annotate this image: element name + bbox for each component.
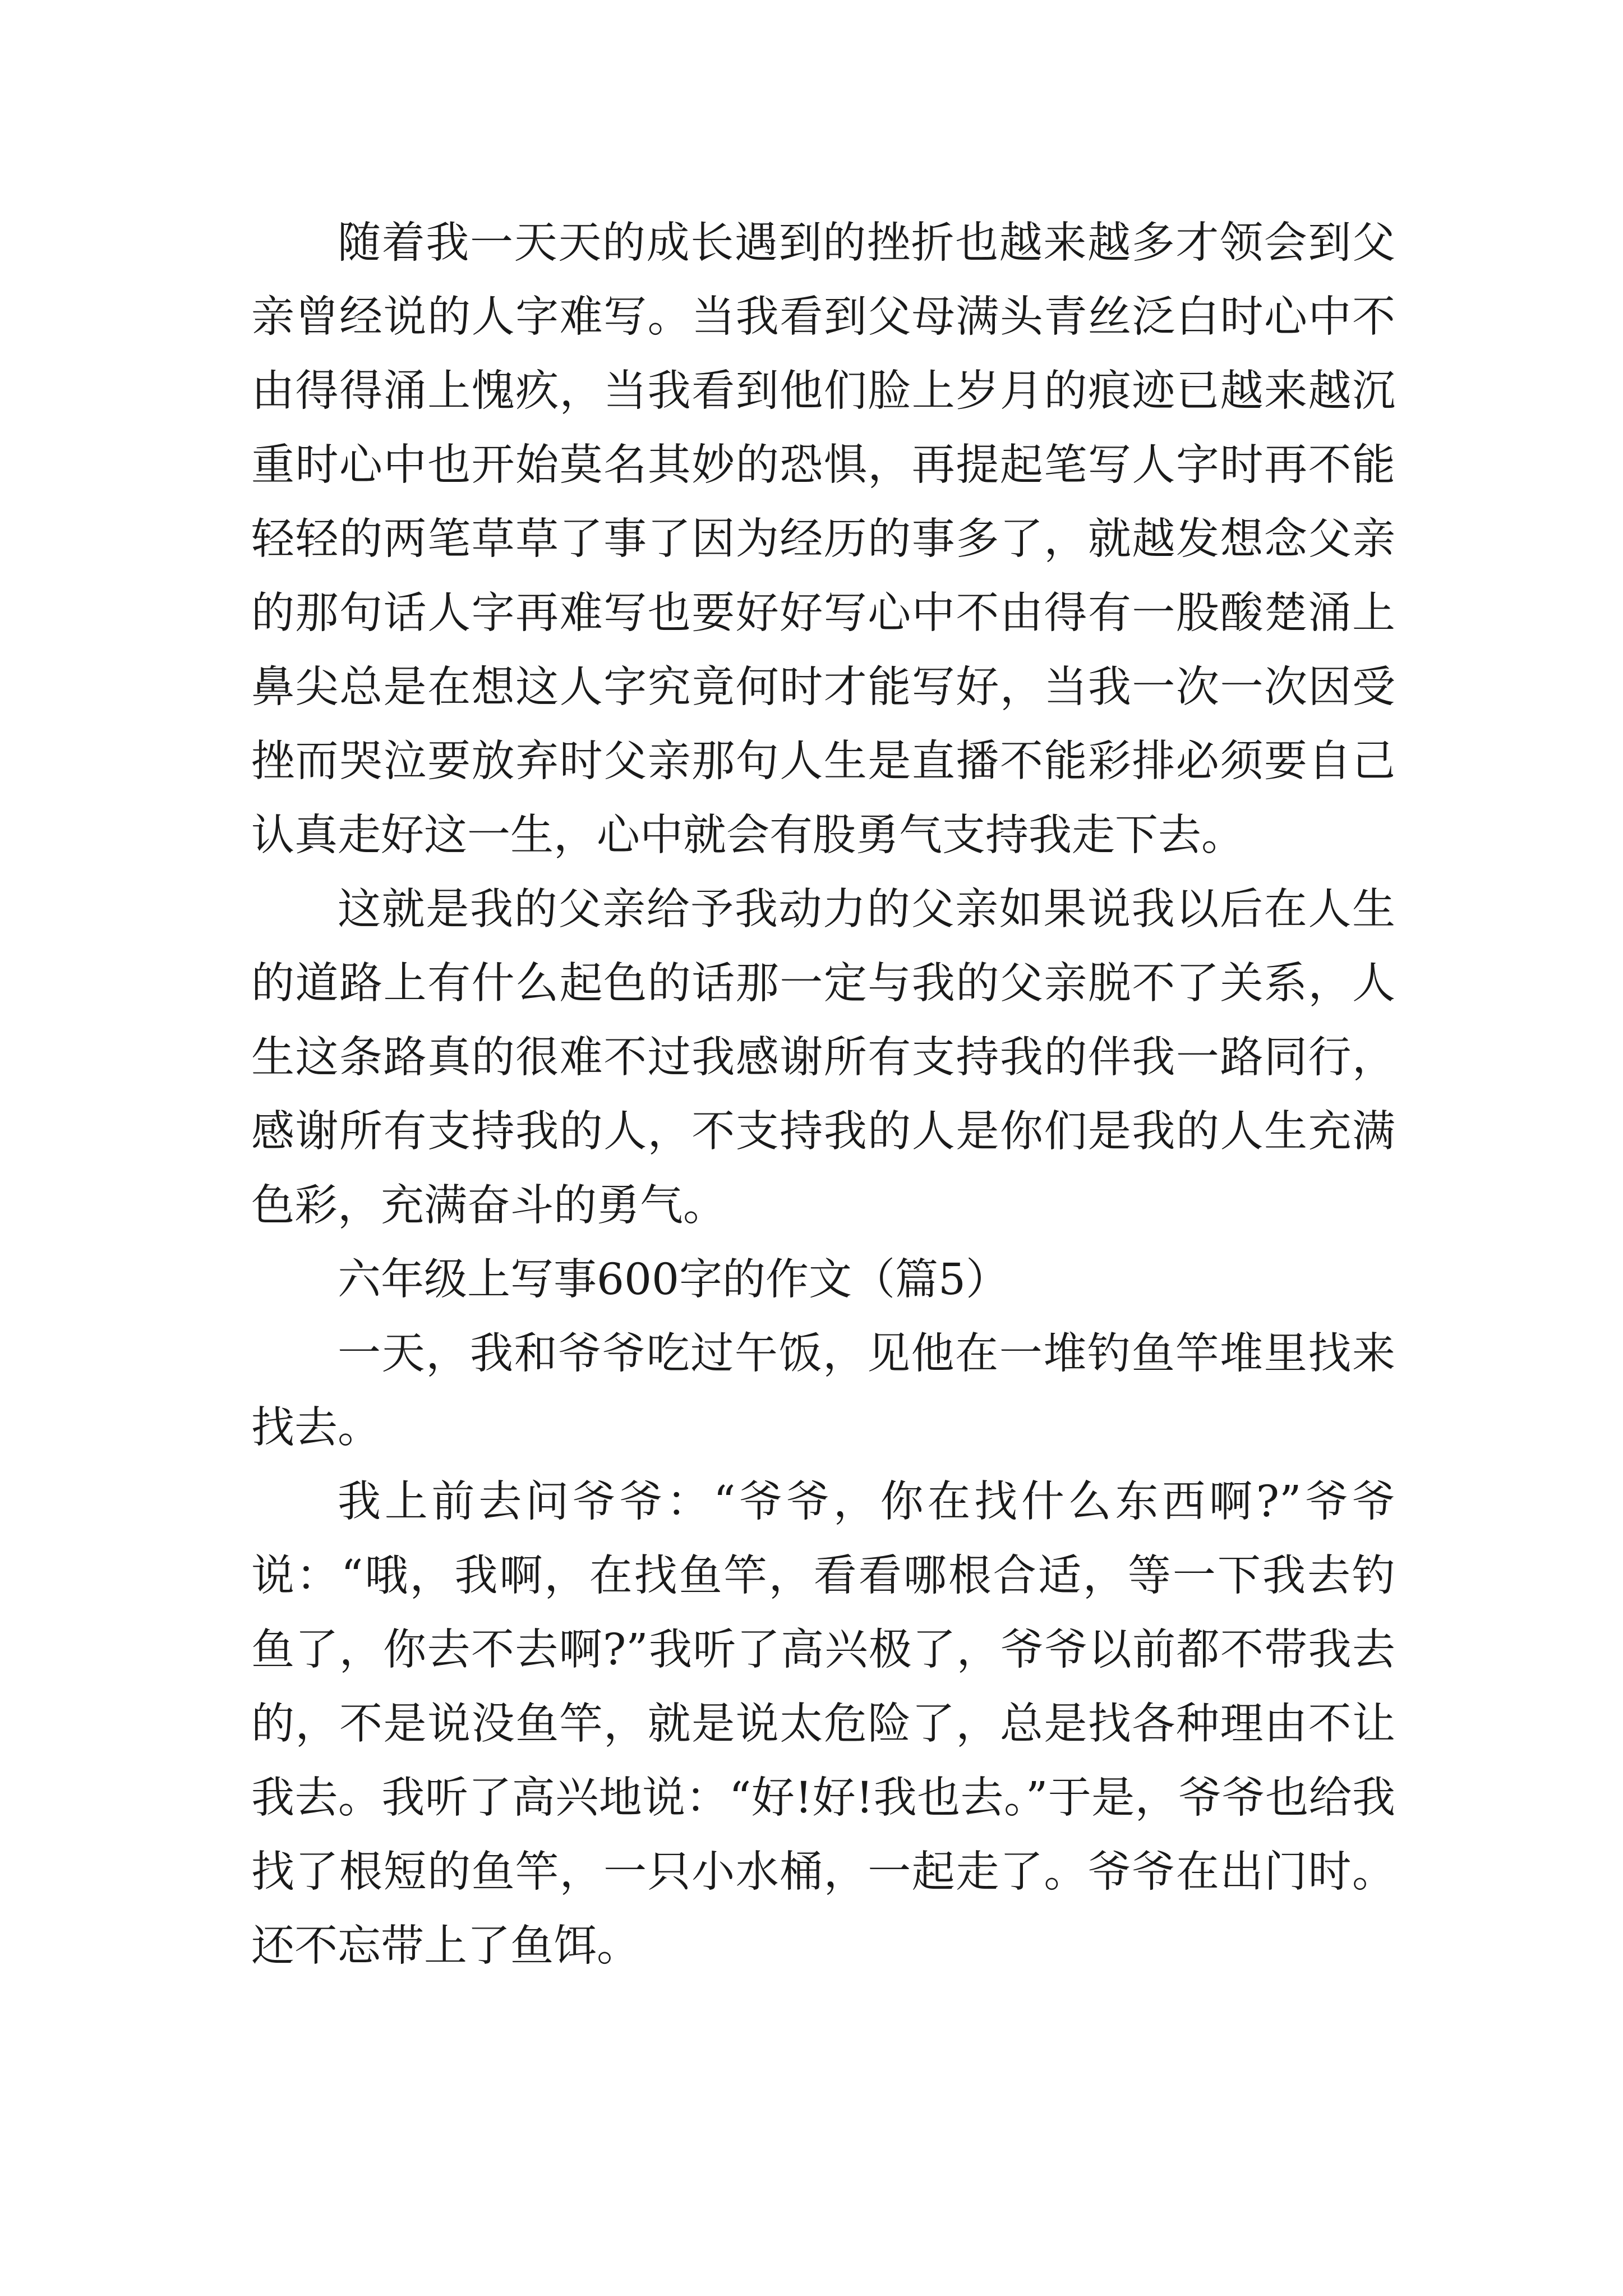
paragraph-after-lunch: 一天，我和爷爷吃过午饭，见他在一堆钓鱼竿堆里找来找去。 <box>251 1329 1395 1453</box>
paragraph-gratitude: 这就是我的父亲给予我动力的父亲如果说我以后在人生的道路上有什么起色的话那一定与我的父亲脱不了关系，人生这条路真的很难不过我感谢所有支持我的伴我一路同行，感谢所有支持我的人，不支持我的人是你们是我的人生充满色彩，充满奋斗的勇气。 <box>251 885 1395 1231</box>
article-body <box>251 206 1395 1984</box>
paragraph-setbacks: 随着我一天天的成长遇到的挫折也越来越多才领会到父亲曾经说的人字难写。当我看到父母满头青丝泛白时心中不由得得涌上愧疚，当我看到他们脸上岁月的痕迹已越来越沉重时心中也开始莫名其妙的恐惧，再提起笔写人字时再不能轻轻的两笔草草了事了因为经历的事多了，就越发想念父亲的那句话人字再难写也要好好写心中不由得有一股酸楚涌上鼻尖总是在想这人字究竟何时才能写好，当我一次一次因受挫而哭泣要放弃时父亲那句人生是直播不能彩排必须要自己认真走好这一生，心中就会有股勇气支持我走下去。 <box>251 218 1395 861</box>
section-heading: 六年级上写事600字的作文（篇5） <box>338 1255 1009 1305</box>
paragraph-fishing-dialogue: 我上前去问爷爷：“爷爷，你在找什么东西啊?”爷爷说：“哦，我啊，在找鱼竿，看看哪根合适，等一下我去钓鱼了，你去不去啊?”我听了高兴极了，爷爷以前都不带我去的，不是说没鱼竿，就是说太危险了，总是找各种理由不让我去。我听了高兴地说：“好!好!我也去。”于是，爷爷也给我找了根短的鱼竿，一只小水桶，一起走了。爷爷在出门时。还不忘带上了鱼饵。 <box>251 1477 1395 1971</box>
